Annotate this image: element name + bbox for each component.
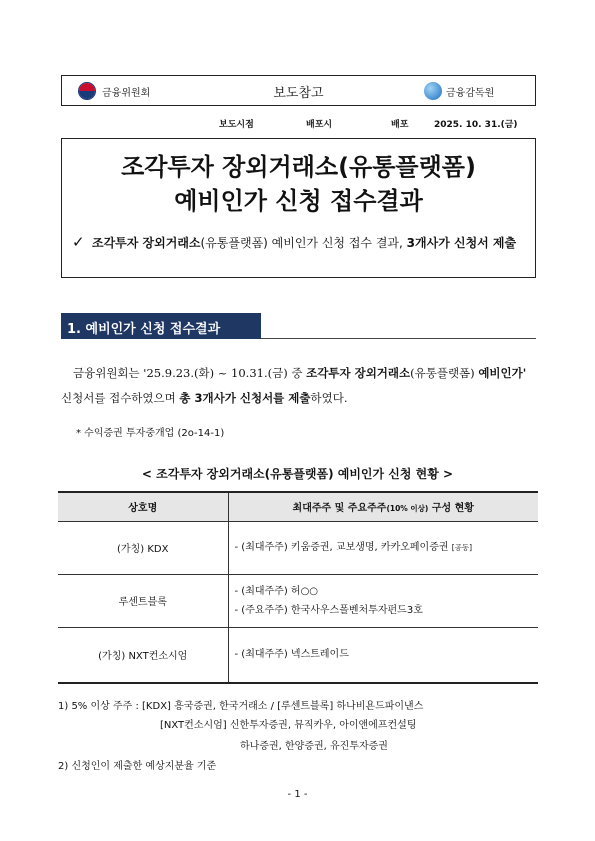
shareholder-line: - (주요주주) 한국사우스폴벤처투자펀드3호 <box>234 604 423 616</box>
distribution-date: 2025. 10. 31.(금) <box>434 120 518 130</box>
release-time-label: 보도시점 <box>219 120 254 130</box>
para-text-c: (유통플랫폼) <box>410 366 479 380</box>
header-shareholders-main: 최대주주 및 주요주주 <box>292 503 387 515</box>
fss-name: 금융감독원 <box>446 88 495 99</box>
shareholder-line: - (최대주주) 허○○ <box>234 585 319 597</box>
company-name: (가칭) NXT컨소시엄 <box>58 627 228 683</box>
title-box <box>61 138 536 278</box>
para-bold-b: 조각투자 장외거래소 <box>306 366 411 380</box>
applicant-table <box>58 491 538 684</box>
release-time-value: 배포시 <box>306 120 333 130</box>
document-header <box>61 75 536 106</box>
page-title-line1: 조각투자 장외거래소(유통플랫폼) <box>121 153 476 181</box>
table-caption: < 조각투자 장외거래소(유통플랫폼) 예비인가 신청 현황 > <box>141 467 454 481</box>
para-bold-f: 총 3개사가 신청서를 제출 <box>179 391 311 405</box>
summary-bold-1: 조각투자 장외거래소 <box>92 236 201 250</box>
note-2: 2) 신청인이 제출한 예상지분율 기준 <box>58 761 217 772</box>
fss-logo-icon <box>424 82 442 100</box>
para-bold-d: 예비인가' <box>478 366 527 380</box>
summary-bold-2: 3개사가 신청서 제출 <box>406 236 517 250</box>
document-type: 보도참고 <box>273 86 324 101</box>
body-paragraph <box>61 361 536 411</box>
footnote: * 수익증권 투자중개업 (2o-14-1) <box>76 428 225 439</box>
page-title-line2: 예비인가 신청 접수결과 <box>174 187 423 215</box>
distribution-label: 배포 <box>391 120 409 130</box>
note-1-line3: 하나증권, 한양증권, 유진투자증권 <box>240 741 388 752</box>
note-1-line2: [NXT컨소시엄] 신한투자증권, 뮤직카우, 아이앤에프컨설팅 <box>160 720 417 731</box>
table-row <box>58 627 538 683</box>
para-text-e: 신청서를 접수하였으며 <box>61 391 180 405</box>
shareholders-cell <box>228 574 538 627</box>
table-header-row <box>58 492 538 521</box>
check-icon: ✓ <box>72 233 85 251</box>
table-row <box>58 574 538 627</box>
section-heading: 1. 예비인가 신청 접수결과 <box>61 313 261 339</box>
note-1-line1: 1) 5% 이상 주주 : [KDX] 흥국증권, 한국거래소 / [루센트블록] 하나비욘드파이낸스 <box>58 701 424 712</box>
shareholder-note: [공동] <box>451 543 473 552</box>
shareholders-cell <box>228 627 538 683</box>
page-number: - 1 - <box>287 789 308 800</box>
header-company: 상호명 <box>58 492 228 521</box>
table-row <box>58 521 538 574</box>
company-name: (가칭) KDX <box>58 521 228 574</box>
header-shareholders-small: (10% 이상) <box>386 504 429 514</box>
company-name: 루센트블록 <box>58 574 228 627</box>
para-text-g: 하였다. <box>310 391 348 405</box>
para-text-a: 금융위원회는 '25.9.23.(화) ~ 10.31.(금) 중 <box>73 366 307 380</box>
section-divider <box>261 338 536 339</box>
header-shareholders <box>228 492 538 521</box>
shareholders-cell <box>228 521 538 574</box>
header-shareholders-tail: 구성 현황 <box>428 503 474 515</box>
shareholder-line: - (최대주주) 키움증권, 교보생명, 카카오페이증권 <box>234 542 452 553</box>
fsc-name: 금융위원회 <box>102 88 151 99</box>
summary-text <box>92 233 532 253</box>
shareholder-line: - (최대주주) 넥스트레이드 <box>234 649 349 661</box>
summary-normal: (유통플랫폼) 예비인가 신청 접수 결과, <box>200 236 403 250</box>
